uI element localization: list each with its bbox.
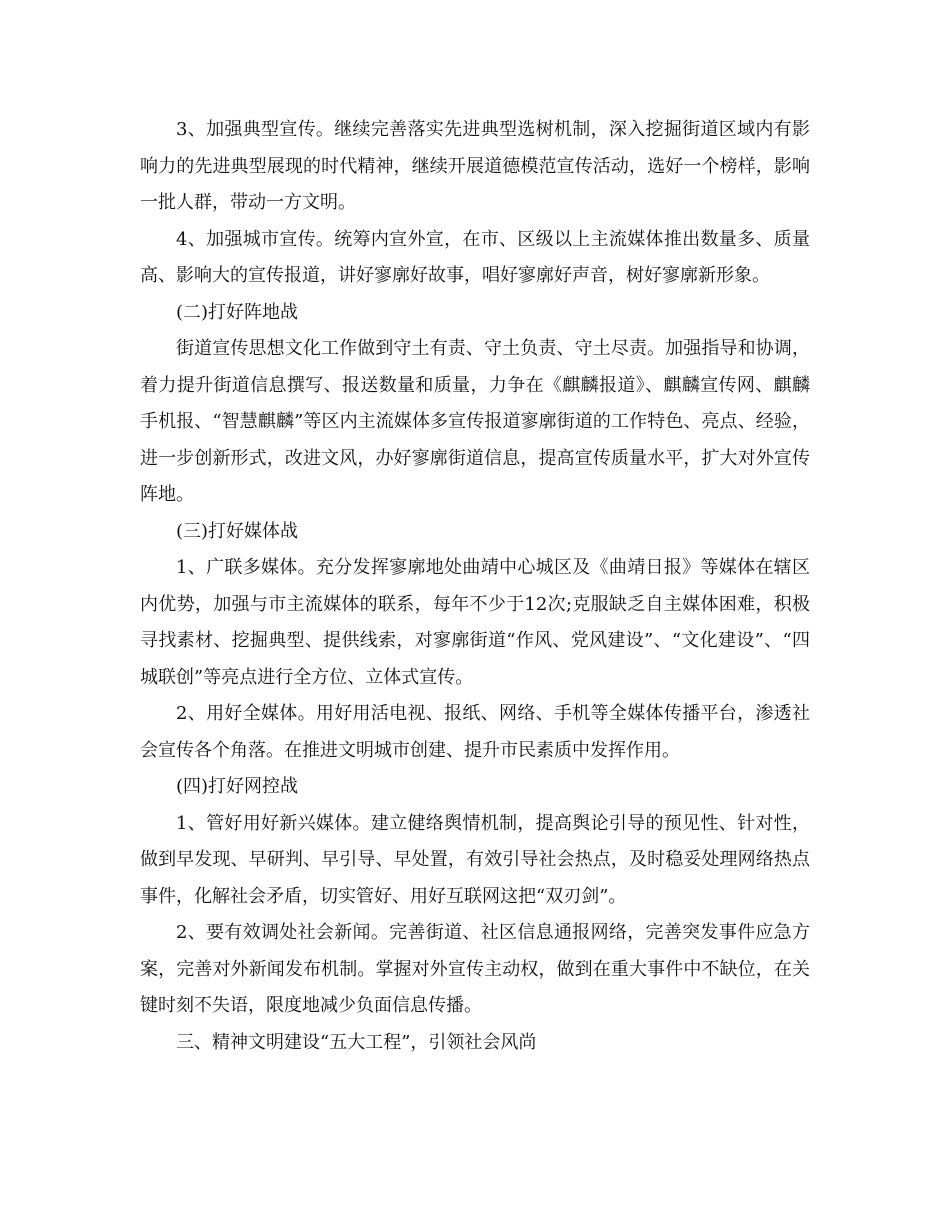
paragraph-all-media: 2、用好全媒体。用好用活电视、报纸、网络、手机等全媒体传播平台，渗透社会宣传各个角落。在推进文明城市创建、提升市民素质中发挥作用。 xyxy=(140,703,810,761)
section-heading-media-battle: (三)打好媒体战 xyxy=(176,520,299,542)
document-body xyxy=(140,112,810,1061)
paragraph-position-battle: 街道宣传思想文化工作做到守土有责、守土负责、守土尽责。加强指导和协调，着力提升街道信息撰写、报送数量和质量，力争在《麒麟报道》、麒麟宣传网、麒麟手机报、“智慧麒麟”等区内主流媒体多宣传报道寥廓街道的工作特色、亮点、经验，进一步创新形式，改进文风，办好寥廓街道信息，提高宣传质量水平，扩大对外宣传阵地。 xyxy=(140,338,810,505)
section-heading-five-projects: 三、精神文明建设“五大工程”，引领社会风尚 xyxy=(176,1031,537,1053)
section-heading-position-battle: (二)打好阵地战 xyxy=(176,301,299,323)
section-heading-network-control: (四)打好网控战 xyxy=(176,776,299,797)
paragraph-social-news: 2、要有效调处社会新闻。完善街道、社区信息通报网络，完善突发事件应急方案，完善对外新闻发布机制。掌握对外宣传主动权，做到在重大事件中不缺位，在关键时刻不失语，限度地减少负面信息传播。 xyxy=(140,922,810,1016)
paragraph-city-publicity: 4、加强城市宣传。统筹内宣外宣，在市、区级以上主流媒体推出数量多、质量高、影响大的宣传报道，讲好寥廓好故事，唱好寥廓好声音，树好寥廓新形象。 xyxy=(140,228,810,286)
paragraph-multi-media: 1、广联多媒体。充分发挥寥廓地处曲靖中心城区及《曲靖日报》等媒体在辖区内优势，加强与市主流媒体的联系，每年不少于12次;克服缺乏自主媒体困难，积极寻找素材、挖掘典型、提供线索，对寥廓街道“作风、党风建设”、“文化建设”、“四城联创”等亮点进行全方位、立体式宣传。 xyxy=(140,557,810,688)
paragraph-typical-publicity: 3、加强典型宣传。继续完善落实先进典型选树机制，深入挖掘街道区域内有影响力的先进典型展现的时代精神，继续开展道德模范宣传活动，选好一个榜样，影响一批人群，带动一方文明。 xyxy=(140,119,810,213)
paragraph-new-media: 1、管好用好新兴媒体。建立健络舆情机制，提高舆论引导的预见性、针对性，做到早发现、早研判、早引导、早处置，有效引导社会热点，及时稳妥处理网络热点事件，化解社会矛盾，切实管好、用好互联网这把“双刃剑”。 xyxy=(140,812,810,907)
